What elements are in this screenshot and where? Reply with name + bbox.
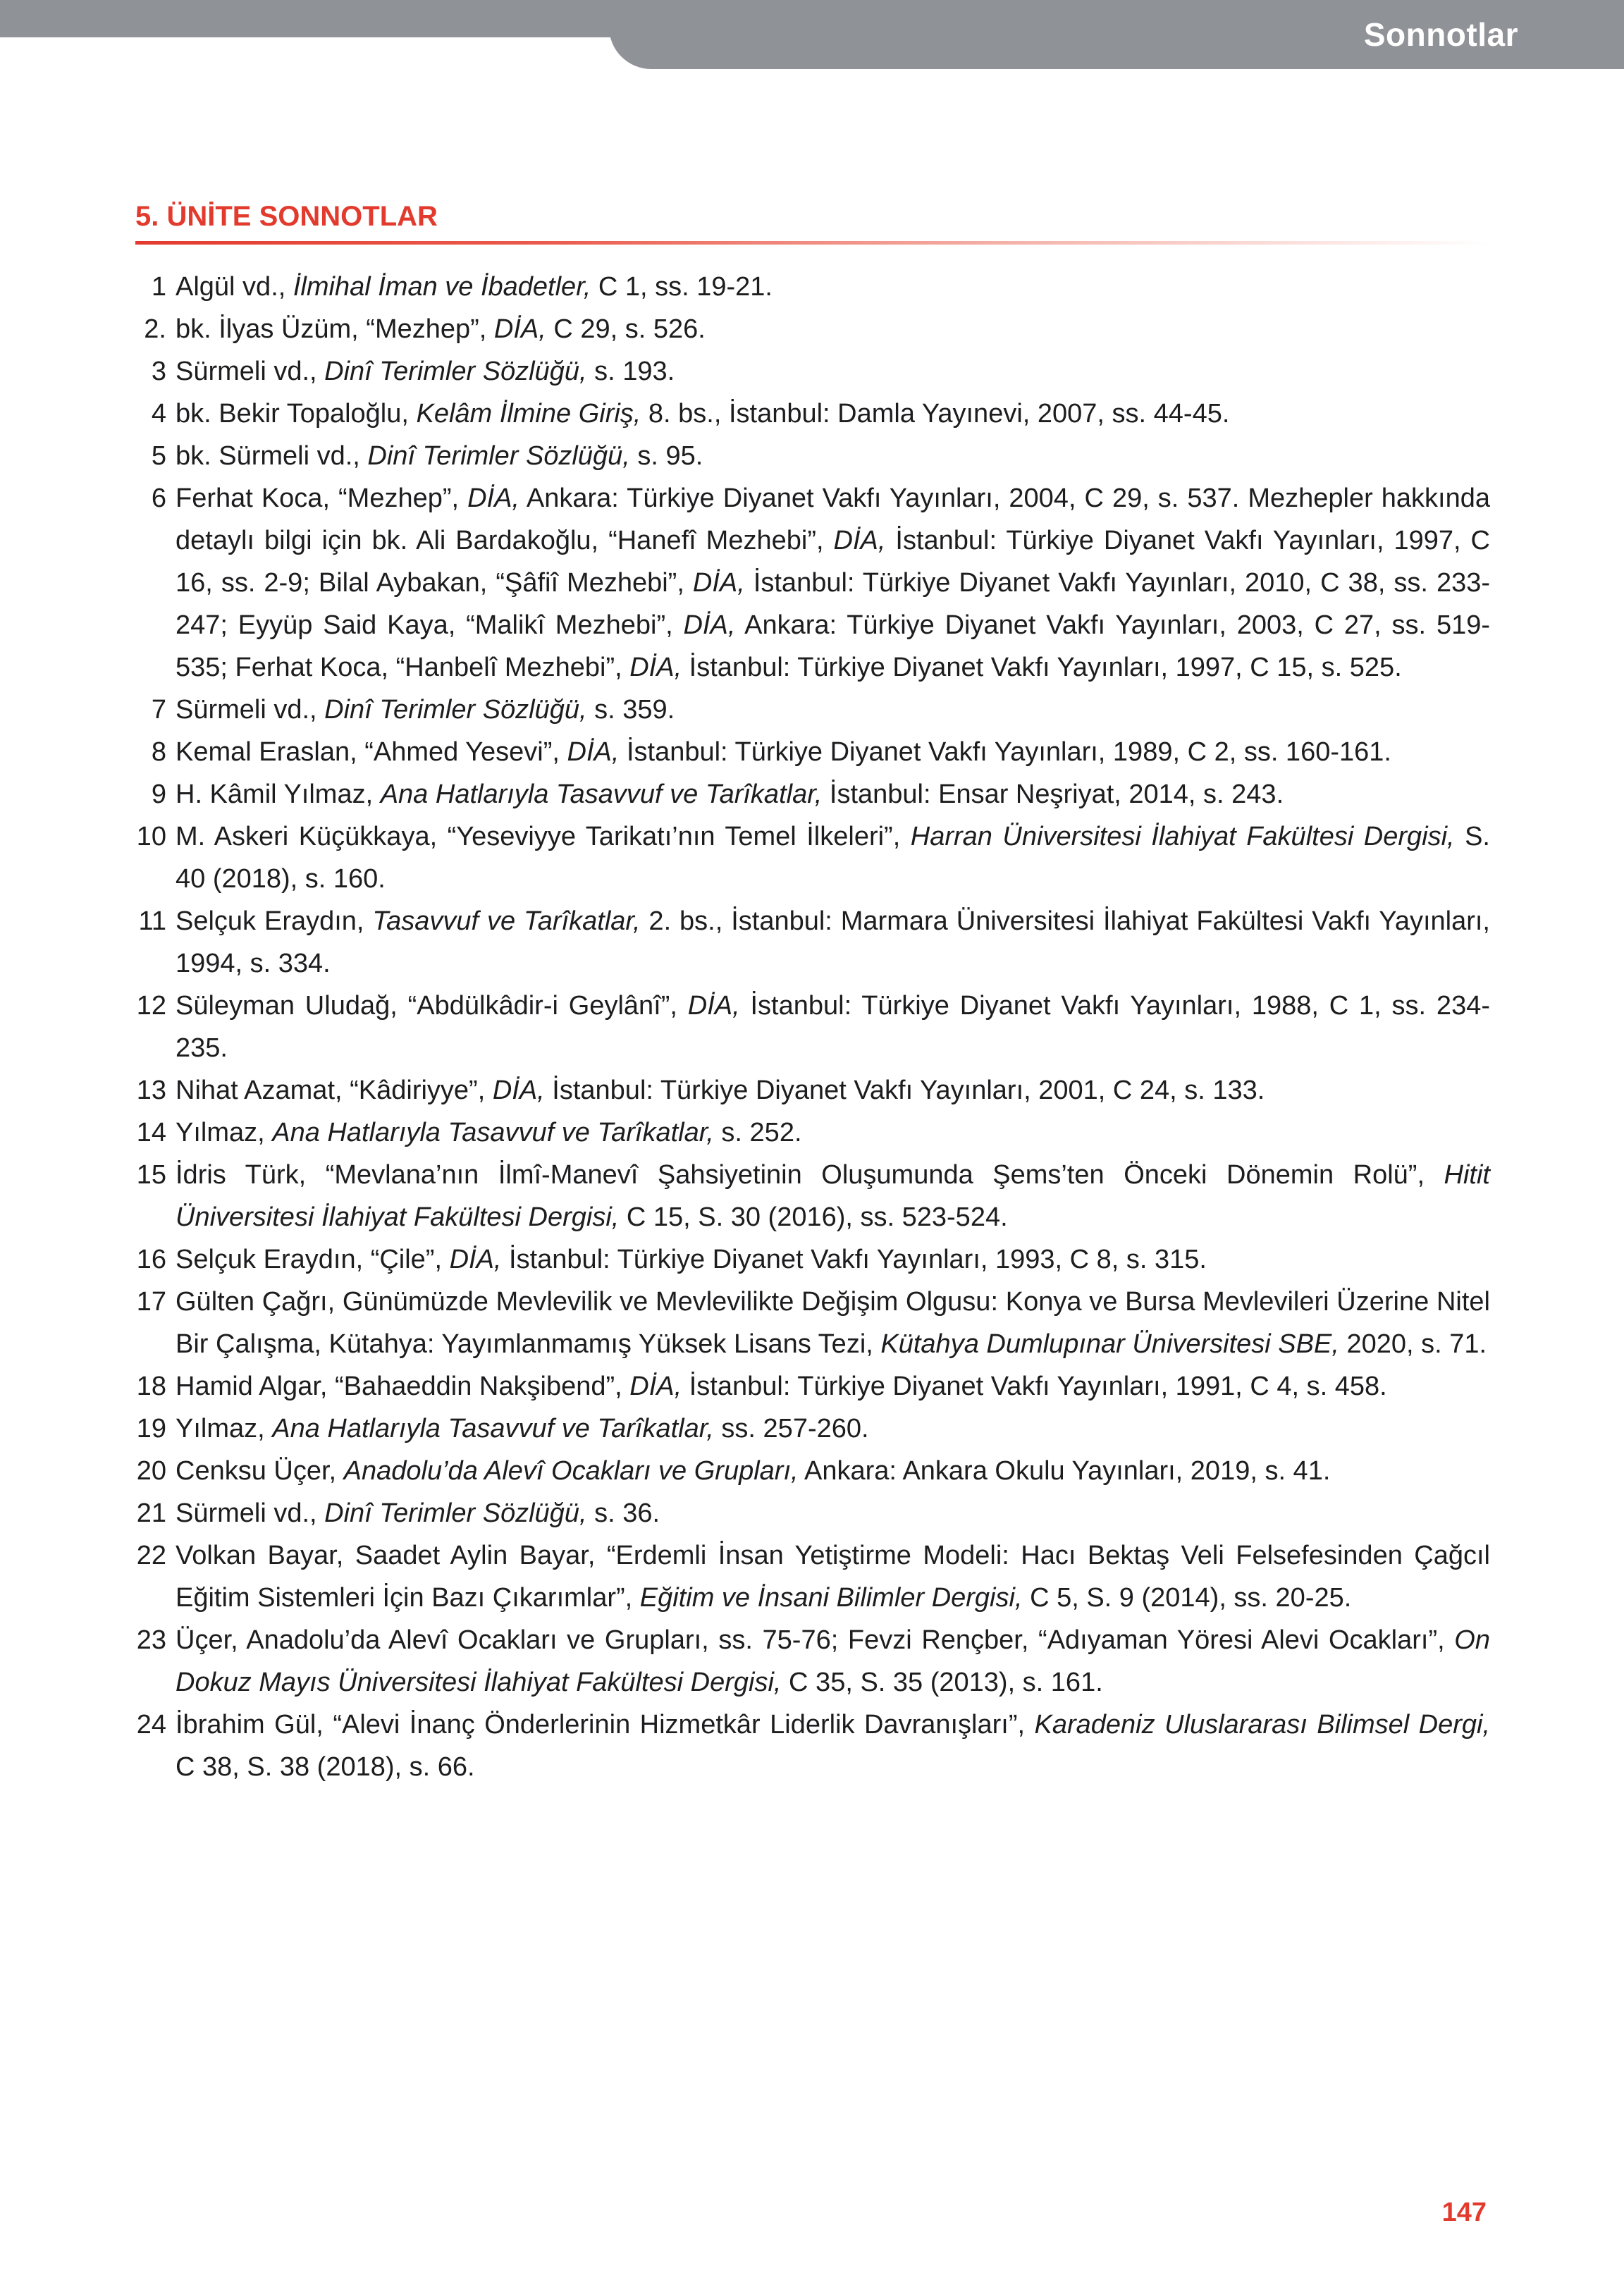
endnote-number: 13 (136, 1076, 166, 1105)
endnote (127, 350, 1490, 393)
endnote-number: 16 (136, 1245, 166, 1274)
endnote-text: Kemal Eraslan, “Ahmed Yesevi”, DİA, İstanbul: Türkiye Diyanet Vakfı Yayınları, 1989, C 2, ss. 160-161. (176, 737, 1391, 767)
endnote-number: 10 (136, 822, 166, 851)
endnote (127, 1238, 1490, 1281)
endnote-number: 17 (136, 1287, 166, 1317)
endnote (127, 1365, 1490, 1408)
endnote-number: 7 (151, 695, 166, 725)
endnote (127, 393, 1490, 435)
header-tab (609, 0, 1624, 69)
endnote (127, 266, 1490, 308)
endnote-number: 4 (151, 399, 166, 429)
endnote-text: Süleyman Uludağ, “Abdülkâdir-i Geylânî”, DİA, İstanbul: Türkiye Diyanet Vakfı Yayınları, 1988, C 1, ss. 234-235. (176, 991, 1490, 1063)
endnote (127, 731, 1490, 773)
endnote-number: 1 (151, 272, 166, 302)
endnote-number: 18 (136, 1372, 166, 1401)
endnote-text: Sürmeli vd., Dinî Terimler Sözlüğü, s. 193. (176, 357, 675, 386)
endnote-text: Üçer, Anadolu’da Alevî Ocakları ve Grupları, ss. 75-76; Fevzi Rençber, “Adıyaman Yöresi Alevi Ocakları”, On Dokuz Mayıs Üniversitesi İlahiyat Fakültesi Dergisi, C 35, S. 35 (2013), s. 161. (176, 1625, 1490, 1697)
section-heading: 5. ÜNİTE SONNOTLAR (135, 201, 438, 232)
endnote-number: 19 (136, 1414, 166, 1443)
endnote-number: 6 (151, 484, 166, 513)
endnote-number: 24 (136, 1710, 166, 1740)
endnotes-list (127, 266, 1490, 1788)
endnote-text: Nihat Azamat, “Kâdiriyye”, DİA, İstanbul: Türkiye Diyanet Vakfı Yayınları, 2001, C 24, s. 133. (176, 1076, 1265, 1105)
endnote (127, 900, 1490, 985)
endnote-text: bk. Sürmeli vd., Dinî Terimler Sözlüğü, s. 95. (176, 441, 703, 471)
endnote-text: Selçuk Eraydın, “Çile”, DİA, İstanbul: Türkiye Diyanet Vakfı Yayınları, 1993, C 8, s. 315. (176, 1245, 1207, 1274)
endnote (127, 477, 1490, 689)
endnote-text: İdris Türk, “Mevlana’nın İlmî-Manevî Şahsiyetinin Oluşumunda Şems’ten Önceki Dönemin Rolü”, Hitit Üniversitesi İlahiyat Fakültesi Dergisi, C 15, S. 30 (2016), ss. 523-524. (176, 1160, 1490, 1232)
endnote (127, 435, 1490, 477)
endnote (127, 1069, 1490, 1112)
endnote-text: Volkan Bayar, Saadet Aylin Bayar, “Erdemli İnsan Yetiştirme Modeli: Hacı Bektaş Veli Felsefesinden Çağcıl Eğitim Sistemleri İçin Bazı Çıkarımlar”, Eğitim ve İnsani Bilimler Dergisi, C 5, S. 9 (2014), ss. 20-25. (176, 1541, 1490, 1613)
endnote-text: Sürmeli vd., Dinî Terimler Sözlüğü, s. 359. (176, 695, 675, 725)
endnote-text: İbrahim Gül, “Alevi İnanç Önderlerinin Hizmetkâr Liderlik Davranışları”, Karadeniz Uluslararası Bilimsel Dergi, C 38, S. 38 (2018), s. 66. (176, 1710, 1491, 1782)
endnote-number: 14 (136, 1118, 166, 1147)
endnote-number: 22 (136, 1541, 166, 1570)
endnote-number: 11 (138, 906, 166, 936)
endnote (127, 1704, 1490, 1788)
banner-title: Sonnotlar (1363, 16, 1518, 53)
endnote (127, 1281, 1490, 1365)
endnote (127, 1450, 1490, 1492)
endnote-text: H. Kâmil Yılmaz, Ana Hatlarıyla Tasavvuf ve Tarîkatlar, İstanbul: Ensar Neşriyat, 2014, s. 243. (176, 780, 1284, 809)
endnote (127, 1619, 1490, 1704)
endnote (127, 985, 1490, 1069)
heading-rule (135, 241, 1490, 245)
endnote (127, 308, 1490, 350)
endnote (127, 1112, 1490, 1154)
endnote-text: Yılmaz, Ana Hatlarıyla Tasavvuf ve Tarîkatlar, s. 252. (176, 1118, 802, 1147)
endnote (127, 1154, 1490, 1238)
endnote-number: 8 (151, 737, 166, 767)
endnote (127, 689, 1490, 731)
endnote (127, 1408, 1490, 1450)
endnote-number: 9 (151, 780, 166, 809)
endnote-text: Ferhat Koca, “Mezhep”, DİA, Ankara: Türkiye Diyanet Vakfı Yayınları, 2004, C 29, s. 537. Mezhepler hakkında detaylı bilgi için bk. Ali Bardakoğlu, “Hanefî Mezhebi”, DİA, İstanbul: Türkiye Diyanet Vakfı Yayınları, 1997, C 16, ss. 2-9; Bilal Aybakan, “Şâfiî Mezhebi”, DİA, İstanbul: Türkiye Diyanet Vakfı Yayınları, 2010, C 38, ss. 233-247; Eyyüp Said Kaya, “Malikî Mezhebi”, DİA, Ankara: Türkiye Diyanet Vakfı Yayınları, 2003, C 27, ss. 519-535; Ferhat Koca, “Hanbelî Mezhebi”, DİA, İstanbul: Türkiye Diyanet Vakfı Yayınları, 1997, C 15, s. 525. (176, 484, 1491, 682)
endnote-text: bk. Bekir Topaloğlu, Kelâm İlmine Giriş, 8. bs., İstanbul: Damla Yayınevi, 2007, ss. 44-45. (176, 399, 1230, 429)
page-number: 147 (1441, 2198, 1487, 2227)
endnote-number: 12 (136, 991, 166, 1021)
header-banner (0, 0, 1624, 70)
endnote (127, 1492, 1490, 1534)
endnote-number: 15 (136, 1160, 166, 1190)
endnotes-page (127, 201, 1490, 1788)
endnote-number: 20 (136, 1456, 166, 1486)
endnote-text: Yılmaz, Ana Hatlarıyla Tasavvuf ve Tarîkatlar, ss. 257-260. (176, 1414, 869, 1443)
endnote-number: 3 (151, 357, 166, 386)
endnote-number: 21 (136, 1498, 166, 1528)
endnote (127, 773, 1490, 815)
endnote-number: 23 (136, 1625, 166, 1655)
endnote-number: 2. (144, 314, 166, 344)
endnote-number: 5 (151, 441, 166, 471)
endnote-text: Selçuk Eraydın, Tasavvuf ve Tarîkatlar, 2. bs., İstanbul: Marmara Üniversitesi İlahiyat Fakültesi Vakfı Yayınları, 1994, s. 334. (176, 906, 1490, 978)
endnote (127, 815, 1490, 900)
endnote (127, 1534, 1490, 1619)
endnote-text: Sürmeli vd., Dinî Terimler Sözlüğü, s. 36. (176, 1498, 660, 1528)
endnote-text: bk. İlyas Üzüm, “Mezhep”, DİA, C 29, s. 526. (176, 314, 706, 344)
endnote-text: Cenksu Üçer, Anadolu’da Alevî Ocakları ve Grupları, Ankara: Ankara Okulu Yayınları, 2019, s. 41. (176, 1456, 1331, 1486)
endnote-text: Hamid Algar, “Bahaeddin Nakşibend”, DİA, İstanbul: Türkiye Diyanet Vakfı Yayınları, 1991, C 4, s. 458. (176, 1372, 1387, 1401)
endnote-text: M. Askeri Küçükkaya, “Yeseviyye Tarikatı’nın Temel İlkeleri”, Harran Üniversitesi İlahiyat Fakültesi Dergisi, S. 40 (2018), s. 160. (176, 822, 1490, 894)
endnote-text: Algül vd., İlmihal İman ve İbadetler, C 1, ss. 19-21. (176, 272, 773, 302)
endnote-text: Gülten Çağrı, Günümüzde Mevlevilik ve Mevlevilikte Değişim Olgusu: Konya ve Bursa Mevlevileri Üzerine Nitel Bir Çalışma, Kütahya: Yayımlanmamış Yüksek Lisans Tezi, Kütahya Dumlupınar Üniversitesi SBE, 2020, s. 71. (176, 1287, 1490, 1359)
